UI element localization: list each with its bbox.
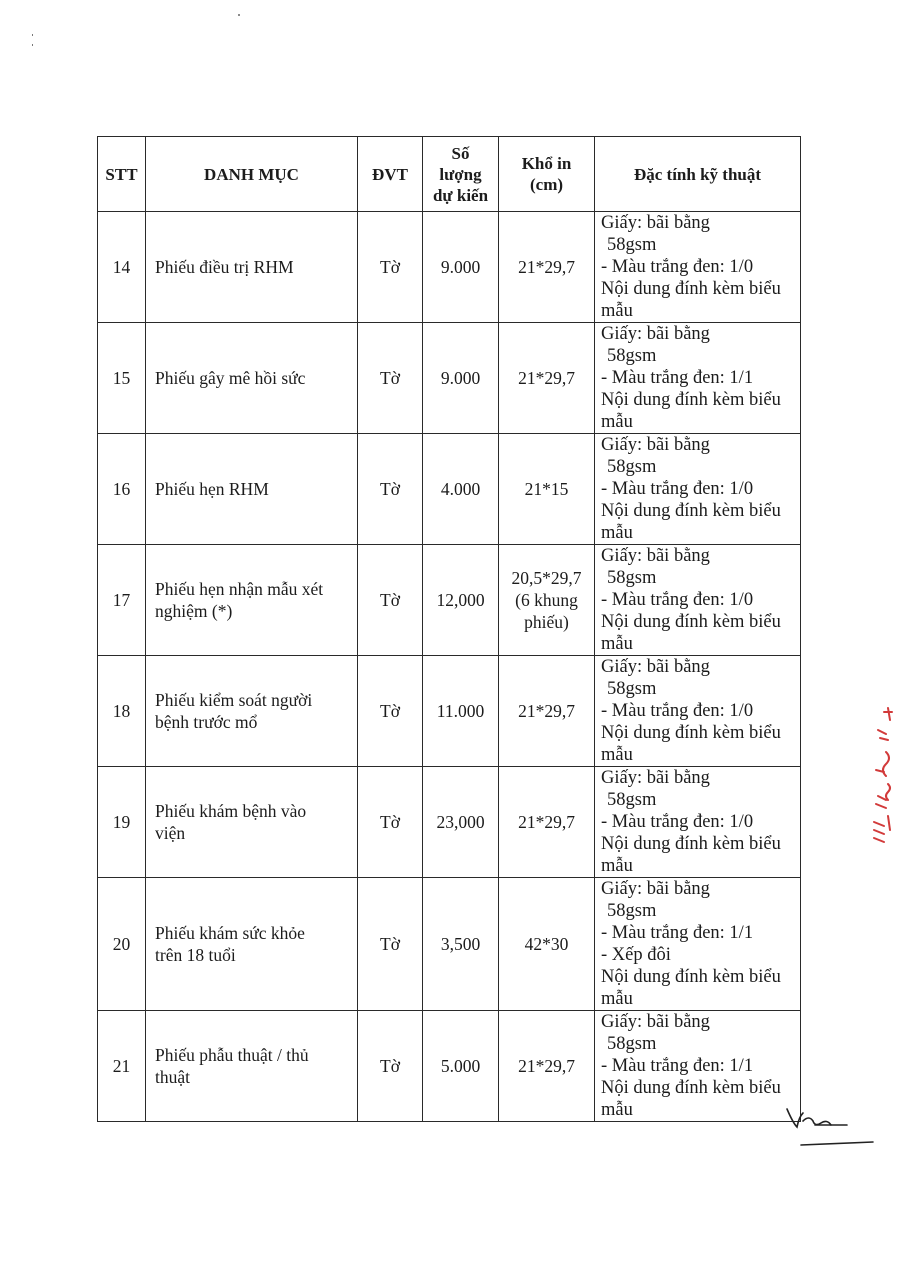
row-spec	[595, 656, 801, 767]
spec-line: - Màu trắng đen: 1/1	[601, 368, 754, 388]
spec-line: Giấy: bãi bằng	[601, 768, 710, 788]
row-stt: 21	[98, 1011, 146, 1122]
spec-line: mẫu	[601, 634, 633, 654]
spec-line: 58gsm	[607, 679, 657, 699]
red-stamp-fragment	[866, 700, 896, 850]
row-name-line1: Phiếu kiểm soát người	[155, 690, 313, 710]
spec-line: 58gsm	[607, 568, 657, 588]
spec-line: - Màu trắng đen: 1/1	[601, 923, 754, 943]
row-unit: Tờ	[358, 1011, 423, 1122]
row-name	[146, 1011, 358, 1122]
spec-line: Giấy: bãi bằng	[601, 657, 710, 677]
row-unit: Tờ	[358, 545, 423, 656]
row-qty: 9.000	[423, 212, 499, 323]
spec-line: - Màu trắng đen: 1/0	[601, 701, 754, 721]
header-qty-line2: lượng	[439, 164, 482, 184]
row-name-line1: Phiếu hẹn nhận mẫu xét	[155, 579, 324, 599]
spec-line: 58gsm	[607, 457, 657, 477]
header-name: DANH MỤC	[146, 137, 358, 212]
spec-line: - Xếp đôi	[601, 945, 671, 965]
row-size-line3: phiếu)	[524, 612, 569, 632]
spec-line: Nội dung đính kèm biểu	[601, 390, 781, 410]
scan-speck	[238, 14, 240, 16]
spec-line: - Màu trắng đen: 1/0	[601, 479, 754, 499]
items-table	[97, 136, 801, 1122]
scan-speck	[32, 44, 33, 46]
spec-line: mẫu	[601, 989, 633, 1009]
spec-line: - Màu trắng đen: 1/1	[601, 1056, 754, 1076]
row-size: 21*15	[499, 434, 595, 545]
spec-line: - Màu trắng đen: 1/0	[601, 590, 754, 610]
row-stt: 17	[98, 545, 146, 656]
spec-line: Giấy: bãi bằng	[601, 546, 710, 566]
spec-line: 58gsm	[607, 901, 657, 921]
spec-line: mẫu	[601, 412, 633, 432]
handwritten-initials	[785, 1105, 875, 1150]
row-size: 42*30	[499, 878, 595, 1011]
spec-line: mẫu	[601, 523, 633, 543]
table-row	[98, 434, 801, 545]
row-name-line2: bệnh trước mổ	[155, 712, 258, 732]
row-qty: 4.000	[423, 434, 499, 545]
spec-line: Nội dung đính kèm biểu	[601, 501, 781, 521]
row-name-line1: Phiếu phẫu thuật / thủ	[155, 1045, 309, 1065]
spec-line: - Màu trắng đen: 1/0	[601, 257, 754, 277]
row-stt: 18	[98, 656, 146, 767]
spec-line: Giấy: bãi bằng	[601, 879, 710, 899]
row-size-line1: 20,5*29,7	[511, 568, 582, 588]
row-size: 21*29,7	[499, 767, 595, 878]
row-name: Phiếu gây mê hồi sức	[146, 323, 358, 434]
row-spec	[595, 434, 801, 545]
spec-line: mẫu	[601, 1100, 633, 1120]
row-unit: Tờ	[358, 767, 423, 878]
spec-line: Nội dung đính kèm biểu	[601, 612, 781, 632]
table-row	[98, 545, 801, 656]
row-spec	[595, 545, 801, 656]
row-name	[146, 767, 358, 878]
row-name-line1: Phiếu khám sức khỏe	[155, 923, 305, 943]
row-spec	[595, 767, 801, 878]
row-size-line2: (6 khung	[515, 590, 578, 610]
table-row	[98, 212, 801, 323]
spec-line: Nội dung đính kèm biểu	[601, 1078, 781, 1098]
header-size-line1: Khổ in	[521, 154, 572, 173]
row-stt: 14	[98, 212, 146, 323]
row-stt: 20	[98, 878, 146, 1011]
row-spec	[595, 1011, 801, 1122]
row-size: 21*29,7	[499, 323, 595, 434]
row-spec	[595, 878, 801, 1011]
row-qty: 23,000	[423, 767, 499, 878]
table-row	[98, 1011, 801, 1122]
row-name	[146, 878, 358, 1011]
row-name: Phiếu điều trị RHM	[146, 212, 358, 323]
spec-line: mẫu	[601, 301, 633, 321]
header-unit: ĐVT	[358, 137, 423, 212]
table-row	[98, 878, 801, 1011]
spec-line: Giấy: bãi bằng	[601, 435, 710, 455]
row-size: 21*29,7	[499, 212, 595, 323]
spec-line: Nội dung đính kèm biểu	[601, 967, 781, 987]
table-row	[98, 656, 801, 767]
row-name: Phiếu hẹn RHM	[146, 434, 358, 545]
row-qty: 5.000	[423, 1011, 499, 1122]
row-unit: Tờ	[358, 212, 423, 323]
spec-line: 58gsm	[607, 1034, 657, 1054]
row-name	[146, 545, 358, 656]
scan-speck	[32, 34, 33, 36]
row-name-line2: trên 18 tuổi	[155, 945, 236, 965]
row-qty: 9.000	[423, 323, 499, 434]
row-unit: Tờ	[358, 656, 423, 767]
row-unit: Tờ	[358, 434, 423, 545]
row-qty: 3,500	[423, 878, 499, 1011]
row-unit: Tờ	[358, 878, 423, 1011]
spec-line: Nội dung đính kèm biểu	[601, 834, 781, 854]
spec-line: mẫu	[601, 856, 633, 876]
spec-line: Nội dung đính kèm biểu	[601, 279, 781, 299]
header-qty-line3: dự kiến	[432, 185, 489, 205]
row-size	[499, 545, 595, 656]
spec-line: - Màu trắng đen: 1/0	[601, 812, 754, 832]
header-size	[499, 137, 595, 212]
row-spec	[595, 212, 801, 323]
table-row	[98, 767, 801, 878]
row-stt: 16	[98, 434, 146, 545]
spec-line: mẫu	[601, 745, 633, 765]
spec-line: 58gsm	[607, 346, 657, 366]
spec-line: 58gsm	[607, 235, 657, 255]
header-qty	[423, 137, 499, 212]
spec-line: Nội dung đính kèm biểu	[601, 723, 781, 743]
spec-line: Giấy: bãi bằng	[601, 1012, 710, 1032]
row-name-line2: thuật	[155, 1067, 190, 1087]
row-unit: Tờ	[358, 323, 423, 434]
row-name	[146, 656, 358, 767]
row-qty: 12,000	[423, 545, 499, 656]
table-row	[98, 323, 801, 434]
row-name-line1: Phiếu khám bệnh vào	[155, 801, 307, 821]
row-size: 21*29,7	[499, 1011, 595, 1122]
header-qty-line1: Số	[451, 143, 470, 163]
spec-line: 58gsm	[607, 790, 657, 810]
spec-line: Giấy: bãi bằng	[601, 213, 710, 233]
row-stt: 19	[98, 767, 146, 878]
header-spec: Đặc tính kỹ thuật	[595, 137, 801, 212]
header-stt: STT	[98, 137, 146, 212]
spec-line: Giấy: bãi bằng	[601, 324, 710, 344]
row-stt: 15	[98, 323, 146, 434]
table-header-row	[98, 137, 801, 212]
row-spec	[595, 323, 801, 434]
row-name-line2: nghiệm (*)	[155, 601, 233, 621]
row-qty: 11.000	[423, 656, 499, 767]
header-size-line2: (cm)	[529, 175, 564, 194]
row-name-line2: viện	[155, 823, 186, 843]
row-size: 21*29,7	[499, 656, 595, 767]
